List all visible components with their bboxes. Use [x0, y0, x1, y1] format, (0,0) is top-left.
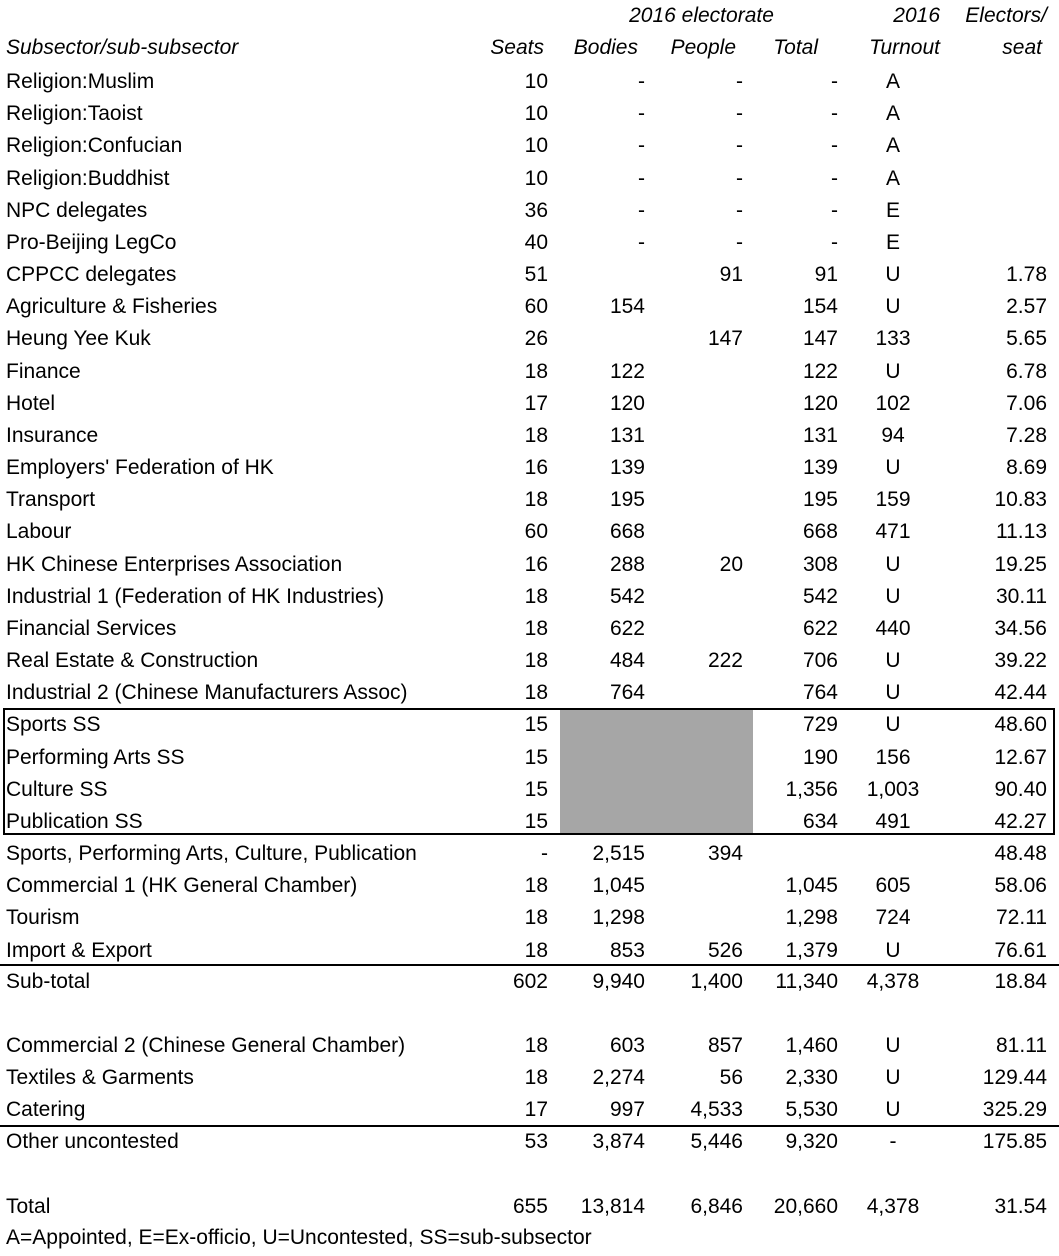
turnout-cell: U [885, 584, 901, 608]
row-label: Religion:Confucian [6, 134, 183, 158]
seats-cell: 602 [512, 970, 548, 993]
people-cell: - [736, 102, 743, 126]
row-label: Sports, Performing Arts, Culture, Publication [6, 842, 417, 866]
people-cell: 147 [707, 327, 743, 351]
bodies-cell: 853 [609, 938, 645, 962]
bodies-cell: - [638, 166, 645, 190]
total-cell [752, 838, 838, 870]
people-cell [650, 613, 743, 645]
turnout-cell: U [885, 713, 901, 737]
row-label: Tourism [6, 906, 80, 930]
electors-per-seat-cell [950, 227, 1047, 259]
bodies-cell: - [638, 70, 645, 93]
table-row [0, 259, 1059, 291]
people-cell: - [736, 198, 743, 222]
bodies-cell: 195 [609, 488, 645, 512]
row-label: Industrial 1 (Federation of HK Industries) [6, 584, 385, 608]
row-label: NPC delegates [6, 198, 148, 222]
row-label: Performing Arts SS [6, 745, 185, 769]
row-label: Commercial 2 (Chinese General Chamber) [6, 1034, 406, 1057]
turnout-cell: U [885, 649, 901, 673]
bodies-cell: 484 [609, 649, 645, 673]
turnout-cell: 133 [875, 327, 911, 351]
row-label: Finance [6, 359, 81, 383]
total-cell: 1,379 [785, 938, 838, 962]
total-cell: 11,340 [775, 970, 838, 993]
turnout-column-header: Turnout [869, 36, 940, 59]
table-row [0, 870, 1059, 902]
row-label: HK Chinese Enterprises Association [6, 552, 343, 576]
people-cell: 6,846 [690, 1195, 743, 1218]
people-cell: 857 [707, 1034, 743, 1057]
row-label: Labour [6, 520, 72, 544]
seats-cell: 18 [524, 874, 548, 898]
electors-per-seat-cell: 30.11 [996, 584, 1047, 608]
seats-cell: 18 [524, 423, 548, 447]
bodies-cell: 131 [609, 423, 645, 447]
electors-per-seat-cell: 325.29 [982, 1098, 1047, 1121]
legend-footnote: A=Appointed, E=Ex-officio, U=Uncontested, SS=sub-subsector [6, 1226, 592, 1249]
header-row-columns [0, 32, 1059, 64]
people-cell: 222 [707, 649, 743, 673]
table-row [0, 1191, 1059, 1223]
turnout-cell: 159 [875, 488, 911, 512]
total-cell: 120 [802, 391, 838, 415]
bodies-cell [560, 774, 645, 806]
total-cell: 147 [802, 327, 838, 351]
row-label: Total [6, 1195, 51, 1218]
electors-per-seat-cell [950, 130, 1047, 162]
total-cell: 91 [814, 263, 838, 287]
bodies-cell: - [638, 102, 645, 126]
total-cell: 190 [802, 745, 838, 769]
bodies-cell: 139 [609, 456, 645, 480]
people-cell [650, 902, 743, 934]
people-cell [650, 356, 743, 388]
seats-cell: 60 [524, 520, 548, 544]
turnout-cell: E [885, 198, 900, 222]
table-row [0, 806, 1059, 838]
total-cell: 1,460 [785, 1034, 838, 1057]
table-row [0, 1030, 1059, 1062]
bodies-cell: 1,298 [592, 906, 645, 930]
seats-cell: 18 [524, 488, 548, 512]
seats-cell: 18 [524, 359, 548, 383]
people-cell [650, 742, 743, 774]
row-label: Insurance [6, 423, 99, 447]
seats-cell: 15 [524, 809, 548, 833]
bodies-cell: 2,274 [592, 1066, 645, 1089]
table-row [0, 516, 1059, 548]
seats-cell: 10 [524, 102, 548, 126]
bodies-cell: 1,045 [592, 874, 645, 898]
row-label: Pro-Beijing LegCo [6, 230, 177, 254]
total-cell: 131 [802, 423, 838, 447]
electorate-group-header: 2016 electorate [629, 4, 774, 27]
row-label: Import & Export [6, 938, 152, 962]
bodies-cell [560, 323, 645, 355]
turnout-cell: U [885, 295, 901, 319]
seats-cell: 10 [524, 134, 548, 158]
people-cell [650, 806, 743, 838]
turnout-cell [848, 838, 938, 870]
seats-cell: 17 [524, 1098, 548, 1121]
total-cell: 622 [802, 616, 838, 640]
electors-per-seat-header-top: Electors/ [965, 4, 1047, 27]
table-row [0, 356, 1059, 388]
table-row [0, 549, 1059, 581]
bodies-cell: 997 [609, 1098, 645, 1121]
table-row [0, 323, 1059, 355]
seats-cell: 53 [524, 1130, 548, 1153]
table-row [0, 98, 1059, 130]
seats-cell: 18 [524, 584, 548, 608]
people-cell: 5,446 [690, 1130, 743, 1153]
electors-per-seat-cell: 39.22 [994, 649, 1047, 673]
total-cell: 706 [802, 649, 838, 673]
row-label: Financial Services [6, 616, 177, 640]
total-cell: 2,330 [785, 1066, 838, 1089]
table-row [0, 581, 1059, 613]
electors-per-seat-cell: 5.65 [1006, 327, 1047, 351]
row-label: Religion:Buddhist [6, 166, 170, 190]
table-row [0, 774, 1059, 806]
electors-per-seat-cell: 76.61 [994, 938, 1047, 962]
people-cell: 4,533 [690, 1098, 743, 1121]
electors-per-seat-cell [950, 98, 1047, 130]
electors-per-seat-cell: 58.06 [994, 874, 1047, 898]
total-cell: 20,660 [773, 1195, 838, 1218]
bodies-cell: 542 [609, 584, 645, 608]
people-cell [650, 484, 743, 516]
table-row [0, 195, 1059, 227]
electors-per-seat-cell: 18.84 [994, 970, 1047, 993]
people-cell: 56 [719, 1066, 743, 1089]
bodies-cell: 13,814 [580, 1195, 645, 1218]
turnout-cell: A [885, 134, 900, 158]
total-cell: 154 [802, 295, 838, 319]
electors-per-seat-cell [950, 66, 1047, 98]
people-cell [650, 774, 743, 806]
seats-cell: 18 [524, 906, 548, 930]
people-column-header: People [670, 36, 736, 59]
seats-cell: 36 [524, 198, 548, 222]
electors-per-seat-cell: 81.11 [996, 1034, 1047, 1057]
seats-cell: 18 [524, 649, 548, 673]
turnout-cell: A [885, 70, 900, 93]
bodies-cell: 603 [609, 1034, 645, 1057]
total-cell: 764 [802, 681, 838, 705]
electors-per-seat-cell: 175.85 [982, 1130, 1047, 1153]
turnout-cell: U [885, 1066, 901, 1089]
table-row [0, 935, 1059, 967]
row-label: Sports SS [6, 713, 101, 737]
seats-cell: 655 [512, 1195, 548, 1218]
turnout-cell: 4,378 [866, 970, 920, 993]
people-cell: 1,400 [690, 970, 743, 993]
total-cell: 542 [802, 584, 838, 608]
turnout-cell: U [885, 1034, 901, 1057]
table-row [0, 291, 1059, 323]
bodies-cell: - [638, 198, 645, 222]
table-row [0, 66, 1059, 98]
electors-per-seat-cell [950, 163, 1047, 195]
electors-per-seat-cell: 10.83 [994, 488, 1047, 512]
total-cell: 139 [802, 456, 838, 480]
seats-cell: 15 [524, 713, 548, 737]
bodies-cell: 122 [609, 359, 645, 383]
seats-cell: - [541, 842, 548, 866]
turnout-cell: 1,003 [866, 777, 920, 801]
total-cell: - [831, 70, 838, 93]
subsector-column-header: Subsector/sub-subsector [6, 36, 239, 59]
bodies-cell: 288 [609, 552, 645, 576]
table-row [0, 838, 1059, 870]
table-row [0, 227, 1059, 259]
electors-per-seat-cell: 1.78 [1006, 263, 1047, 287]
bodies-cell: 3,874 [592, 1130, 645, 1153]
turnout-cell: A [885, 166, 900, 190]
seats-cell: 10 [524, 166, 548, 190]
people-cell: 526 [707, 938, 743, 962]
table-row [0, 163, 1059, 195]
electors-per-seat-cell: 42.27 [994, 809, 1047, 833]
electors-per-seat-cell: 8.69 [1006, 456, 1047, 480]
people-cell [650, 677, 743, 709]
table-row [0, 452, 1059, 484]
bodies-cell [560, 806, 645, 838]
seats-cell: 16 [524, 552, 548, 576]
total-cell: 1,045 [785, 874, 838, 898]
total-cell: 729 [802, 713, 838, 737]
table-row [0, 484, 1059, 516]
table-row [0, 677, 1059, 709]
row-label: Industrial 2 (Chinese Manufacturers Assoc) [6, 681, 408, 705]
electors-per-seat-cell [950, 195, 1047, 227]
turnout-cell: U [885, 456, 901, 480]
seats-cell: 26 [524, 327, 548, 351]
people-cell [650, 709, 743, 741]
turnout-cell: U [885, 1098, 901, 1121]
row-label: Sub-total [6, 970, 91, 993]
table-row [0, 902, 1059, 934]
turnout-cell: 4,378 [866, 1195, 920, 1218]
people-cell [650, 581, 743, 613]
row-label: Transport [6, 488, 96, 512]
total-cell: 1,356 [785, 777, 838, 801]
row-label: Publication SS [6, 809, 143, 833]
electors-per-seat-header-bottom: seat [1002, 36, 1042, 59]
seats-cell: 15 [524, 777, 548, 801]
table-row [0, 613, 1059, 645]
row-label: Textiles & Garments [6, 1066, 194, 1089]
total-cell: 122 [802, 359, 838, 383]
seats-column-header: Seats [490, 36, 544, 59]
seats-cell: 18 [524, 681, 548, 705]
bodies-cell: 2,515 [592, 842, 645, 866]
electors-per-seat-cell: 42.44 [994, 681, 1047, 705]
turnout-cell: 440 [875, 616, 911, 640]
electors-per-seat-cell: 7.06 [1006, 391, 1047, 415]
people-cell [650, 870, 743, 902]
bodies-cell: 764 [609, 681, 645, 705]
turnout-cell: U [885, 552, 901, 576]
row-label: Real Estate & Construction [6, 649, 259, 673]
turnout-cell: U [885, 263, 901, 287]
electors-per-seat-cell: 48.48 [994, 842, 1047, 866]
turnout-cell: 94 [881, 423, 905, 447]
total-cell: - [831, 166, 838, 190]
turnout-cell: U [885, 359, 901, 383]
turnout-cell: 605 [875, 874, 911, 898]
electors-per-seat-cell: 31.54 [994, 1195, 1047, 1218]
total-cell: - [831, 102, 838, 126]
table-row [0, 1062, 1059, 1094]
people-cell: 394 [707, 842, 743, 866]
bodies-cell: 9,940 [592, 970, 645, 993]
turnout-cell: 102 [875, 391, 911, 415]
bodies-cell [560, 709, 645, 741]
bodies-cell [560, 259, 645, 291]
bodies-cell [560, 742, 645, 774]
turnout-cell: 471 [875, 520, 911, 544]
seats-cell: 18 [524, 938, 548, 962]
electors-per-seat-cell: 129.44 [982, 1066, 1047, 1089]
bodies-cell: 120 [609, 391, 645, 415]
total-cell: 9,320 [785, 1130, 838, 1153]
table-row [0, 645, 1059, 677]
bodies-cell: 668 [609, 520, 645, 544]
total-cell: 1,298 [785, 906, 838, 930]
electors-per-seat-cell: 7.28 [1006, 423, 1047, 447]
row-label: Culture SS [6, 777, 108, 801]
row-label: CPPCC delegates [6, 263, 177, 287]
people-cell: - [736, 230, 743, 254]
seats-cell: 16 [524, 456, 548, 480]
table-row [0, 1094, 1059, 1126]
people-cell: - [736, 70, 743, 93]
row-label: Agriculture & Fisheries [6, 295, 218, 319]
people-cell [650, 388, 743, 420]
electors-per-seat-cell: 2.57 [1006, 295, 1047, 319]
seats-cell: 17 [524, 391, 548, 415]
people-cell [650, 452, 743, 484]
turnout-cell: U [885, 681, 901, 705]
people-cell: 91 [719, 263, 743, 287]
seats-cell: 60 [524, 295, 548, 319]
total-cell: 634 [802, 809, 838, 833]
electors-per-seat-cell: 19.25 [994, 552, 1047, 576]
electors-per-seat-cell: 34.56 [994, 616, 1047, 640]
seats-cell: 40 [524, 230, 548, 254]
seats-cell: 51 [524, 263, 548, 287]
people-cell: 20 [719, 552, 743, 576]
people-cell: - [736, 166, 743, 190]
seats-cell: 18 [524, 1034, 548, 1057]
total-cell: 5,530 [785, 1098, 838, 1121]
bodies-cell: 154 [609, 295, 645, 319]
row-label: Employers' Federation of HK [6, 456, 274, 480]
table-row [0, 742, 1059, 774]
turnout-cell: U [885, 938, 901, 962]
total-cell: 308 [802, 552, 838, 576]
electors-per-seat-cell: 90.40 [994, 777, 1047, 801]
header-row-group [0, 0, 1059, 32]
electors-per-seat-cell: 48.60 [994, 713, 1047, 737]
total-cell: 195 [802, 488, 838, 512]
turnout-year-header: 2016 [893, 4, 940, 27]
row-label: Hotel [6, 391, 56, 415]
row-label: Catering [6, 1098, 86, 1121]
table-row [0, 130, 1059, 162]
row-label: Religion:Taoist [6, 102, 143, 126]
total-cell: - [831, 230, 838, 254]
seats-cell: 18 [524, 616, 548, 640]
turnout-cell: 156 [875, 745, 911, 769]
bodies-cell: 622 [609, 616, 645, 640]
turnout-cell: - [889, 1130, 897, 1153]
people-cell [650, 291, 743, 323]
row-label: Heung Yee Kuk [6, 327, 151, 351]
table-row [0, 966, 1059, 998]
table-row [0, 388, 1059, 420]
bodies-column-header: Bodies [573, 36, 638, 59]
electors-per-seat-cell: 11.13 [996, 520, 1047, 544]
turnout-cell: E [885, 230, 900, 254]
bodies-cell: - [638, 134, 645, 158]
bodies-cell: - [638, 230, 645, 254]
people-cell: - [736, 134, 743, 158]
people-cell [650, 420, 743, 452]
total-column-header: Total [773, 36, 818, 59]
table-row [0, 1126, 1059, 1158]
seats-cell: 18 [524, 1066, 548, 1089]
table-row [0, 420, 1059, 452]
turnout-cell: 724 [875, 906, 911, 930]
electors-per-seat-cell: 6.78 [1006, 359, 1047, 383]
electors-per-seat-cell: 12.67 [994, 745, 1047, 769]
people-cell [650, 516, 743, 548]
electors-per-seat-cell: 72.11 [996, 906, 1047, 930]
total-cell: - [831, 198, 838, 222]
row-label: Other uncontested [6, 1130, 179, 1153]
total-cell: 668 [802, 520, 838, 544]
row-label: Religion:Muslim [6, 70, 155, 93]
row-label: Commercial 1 (HK General Chamber) [6, 874, 358, 898]
turnout-cell: 491 [875, 809, 911, 833]
seats-cell: 15 [524, 745, 548, 769]
turnout-cell: A [885, 102, 900, 126]
total-cell: - [831, 134, 838, 158]
table-row [0, 709, 1059, 741]
seats-cell: 10 [524, 70, 548, 93]
